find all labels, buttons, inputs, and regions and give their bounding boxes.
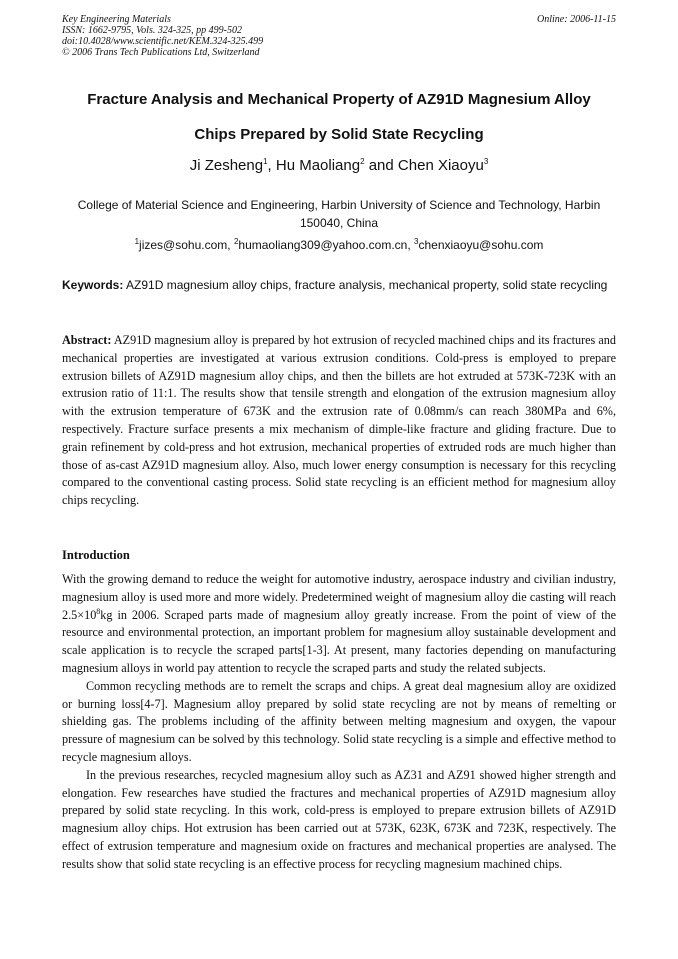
email-address: humaoliang309@yahoo.com.cn, — [238, 238, 415, 252]
journal-name: Key Engineering Materials — [62, 14, 171, 25]
paragraph: Common recycling methods are to remelt the scraps and chips. A great deal magnesium alloy are oxidized or burning loss[4-7]. Magnesium alloy prepared by solid state recycling are not by means of remelting or shielding gas. The problems including of the affinity between melting magnesium and oxygen, the vapour pressure of magnesium can be solved by this technology. Solid state recycling is a simple and effective method to recycle magnesium alloys. — [62, 678, 616, 764]
keywords-text: AZ91D magnesium alloy chips, fracture analysis, mechanical property, solid state recycling — [123, 278, 608, 292]
paragraph: In the previous researches, recycled magnesium alloy such as AZ31 and AZ91 showed higher strength and elongation. Few researches have studied the fractures and mechanical properties of AZ91D magnesium alloy prepared by solid state recycling. In this work, cold-press is employed to prepare extrusion billets of AZ91D magnesium alloy chips. Hot extrusion has been carried out at 573K, 623K, 673K and 723K, respectively. The effect of extrusion temperature and magnesium oxide on fractures and mechanical properties are analysed. The results show that solid state recycling is an effective process for recycling magnesium machined chips. — [62, 767, 616, 871]
doi-line: doi:10.4028/www.scientific.net/KEM.324-325.499 — [62, 36, 264, 47]
email-address: chenxiaoyu@sohu.com — [418, 238, 544, 252]
author-separator: and — [364, 157, 398, 174]
author-name: Chen Xiaoyu — [397, 157, 484, 174]
keywords-block — [62, 276, 616, 294]
author-separator: , — [267, 157, 276, 174]
paragraph — [62, 571, 616, 678]
affiliation: College of Material Science and Engineering, Harbin University of Science and Technology, Harbin 150040, China — [77, 198, 601, 230]
author-affiliation-mark: 3 — [483, 157, 489, 166]
author-affiliation-mark: 1 — [263, 157, 268, 166]
keywords-label: Keywords: — [62, 278, 124, 292]
issn-line: ISSN: 1662-9795, Vols. 324-325, pp 499-502 — [62, 25, 242, 36]
email-list — [40, 238, 638, 252]
paper-title-line-2: Chips Prepared by Solid State Recycling — [194, 126, 484, 143]
section-heading-introduction: Introduction — [62, 548, 130, 562]
email-address: jizes@sohu.com, — [139, 238, 234, 252]
online-date: Online: 2006-11-15 — [537, 14, 616, 25]
exponent: 8 — [96, 606, 101, 616]
paragraph-text: With the growing demand to reduce the weight for automotive industry, aerospace industry and civilian industry, magnesium alloy is used more and more widely. Predetermined weight of magnesium alloy die casting will reach 2.5×10 — [62, 572, 616, 622]
email-mark: 2 — [233, 237, 239, 246]
author-affiliation-mark: 2 — [360, 157, 365, 166]
email-mark: 3 — [414, 237, 419, 246]
running-header — [62, 14, 616, 58]
abstract-label: Abstract: — [62, 333, 112, 347]
introduction-body — [62, 571, 616, 874]
author-list — [40, 157, 638, 174]
author-name: Ji Zesheng — [189, 157, 264, 174]
paper-title-line-1: Fracture Analysis and Mechanical Property of AZ91D Magnesium Alloy — [87, 91, 591, 108]
email-mark: 1 — [134, 237, 140, 246]
copyright-line: © 2006 Trans Tech Publications Ltd, Switzerland — [62, 47, 260, 58]
abstract-text: AZ91D magnesium alloy is prepared by hot extrusion of recycled machined chips and its fractures and mechanical properties are investigated at various extrusion conditions. Cold-press is employed to prepare extrusion billets of AZ91D magnesium alloy chips, and then the billets are hot extruded at 573K-723K with an extrusion ratio of 11:1. The results show that tensile strength and elongation of the extrusion magnesium alloy with the extrusion temperature of 673K and the extrusion rate of 0.08mm/s can reach 380MPa and 6%, respectively. Fracture surface presents a mix mechanism of dimple-like fracture and gliding fracture. Due to grain refinement by cold-press and hot extrusion, mechanical properties of extruded rods are much higher than those of as-cast AZ91D magnesium alloy. Also, much lower energy consumption is necessary for this recycling compared to the conventional casting process. Solid state recycling is an efficient method for magnesium alloy chips recycling. — [62, 333, 616, 508]
abstract-block — [62, 332, 616, 510]
paragraph-text: kg in 2006. Scraped parts made of magnesium alloy greatly increase. From the point of view of the resource and environmental protection, an important problem for magnesium alloy sustainable development and scale application is to recycle the scraped parts[1-3]. At present, many factories depending on manufacturing magnesium alloys in world pay attention to recycle the scraped parts and study the related subjects. — [62, 607, 616, 675]
author-name: Hu Maoliang — [275, 157, 361, 174]
